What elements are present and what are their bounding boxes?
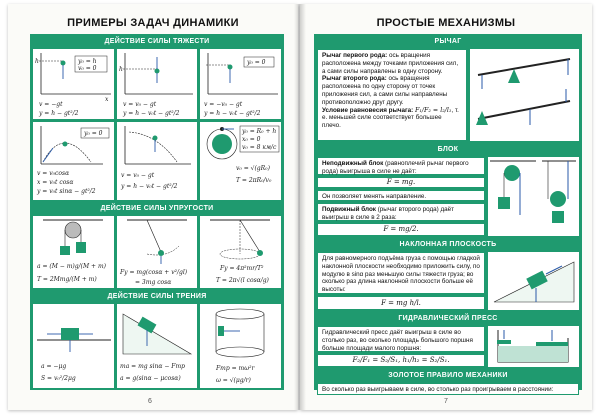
ic-line-1: y₀ = h	[78, 58, 97, 65]
ic-line-1: y₀ = R₀ + h	[242, 128, 277, 135]
formula-line: v = −gt	[39, 101, 63, 108]
ic-line-1: y₀ = 0	[84, 130, 103, 137]
initial-condition-box	[244, 57, 274, 67]
formula-line: a = (M − m)g/(M + m)	[37, 263, 106, 270]
svg-text:h: h	[119, 66, 123, 73]
elasticity-example-conical	[200, 216, 281, 288]
formula-line: y = h − v₀t − gt²/2	[123, 110, 180, 117]
pendulum-diagram	[117, 216, 197, 288]
svg-text:x: x	[105, 96, 109, 103]
braking-diagram	[33, 304, 114, 388]
formula-line: v = v₀cosα	[37, 170, 70, 177]
elasticity-example-atwood	[33, 216, 114, 288]
formula-line: Fy = 4π²mr/T²	[220, 265, 264, 272]
formula-line: ma = mg sinα − Fтр	[120, 363, 185, 370]
formula-line: x = v₀t cosα	[37, 179, 74, 186]
right-page-title: ПРОСТЫЕ МЕХАНИЗМЫ	[376, 17, 516, 29]
initial-condition-box	[240, 126, 279, 152]
pulley-diagram	[488, 157, 579, 236]
fixed-block-term: Неподвижный блок	[322, 160, 384, 167]
book-gutter	[294, 4, 306, 410]
press-formula: F₂/F₁ = S₂/S₁, h₁/h₂ = S₂/S₁.	[317, 354, 485, 367]
formula-line: Fтр = mω²r	[216, 365, 255, 372]
atwood-diagram	[33, 216, 114, 288]
movable-block-term: Подвижный блок	[322, 206, 376, 213]
lever-balance-term: Условие равновесия рычага:	[322, 106, 414, 114]
ic-line-2: v₀ = 0	[78, 65, 97, 72]
section-golden-rule-heading: ЗОЛОТОЕ ПРАВИЛО МЕХАНИКИ	[388, 372, 508, 379]
friction-example-rotation	[200, 304, 281, 388]
movable-block-description	[317, 203, 485, 221]
formula-line: Fy = mg(cosα + v²/gl)	[120, 269, 188, 276]
incline-description: Для равномерного подъёма груза с помощью гладкой наклонной плоскости необходимо приложить силу, по модулю в sinα раз меньшую силы тяжести груза; во сколько раз длина наклонной плоскости больше её высоты:	[317, 252, 485, 294]
formula-line: ω = √(μg/r)	[216, 377, 251, 384]
formula-line: y = h − v₀t − gt²/2	[121, 183, 178, 190]
fixed-block-description	[317, 157, 485, 175]
left-page	[8, 4, 298, 410]
ic-line-2: x₀ = 0	[242, 136, 261, 143]
formula-line: = 3mg cosα	[135, 279, 172, 286]
projectile-diagram	[33, 122, 114, 200]
free-fall-diagram	[33, 49, 114, 119]
incline-formula: F = mg h/l.	[317, 296, 485, 310]
section-block-heading: БЛОК	[437, 146, 459, 153]
cliff-diagram	[117, 122, 197, 200]
svg-text:h: h	[35, 58, 39, 65]
initial-condition-box	[81, 128, 109, 138]
gravity-example-cliff	[117, 122, 197, 200]
formula-line: T = 2Mmg/(M + m)	[37, 276, 97, 283]
formula-line: T = 2πR₀/v₀	[236, 177, 272, 184]
section-gravity-heading: ДЕЙСТВИЕ СИЛЫ ТЯЖЕСТИ	[104, 38, 210, 45]
press-illustration	[488, 326, 579, 367]
rotating-cylinder-diagram	[200, 304, 281, 388]
incline-illustration	[488, 252, 579, 310]
section-friction-heading: ДЕЙСТВИЕ СИЛЫ ТРЕНИЯ	[107, 293, 207, 300]
formula-line: T = 2π√(l cosα/g)	[216, 277, 269, 284]
section-elasticity-heading: ДЕЙСТВИЕ СИЛЫ УПРУГОСТИ	[100, 205, 214, 212]
friction-example-braking	[33, 304, 114, 388]
section-incline-heading: НАКЛОННАЯ ПЛОСКОСТЬ	[399, 241, 497, 248]
gravity-example-free-fall	[33, 49, 114, 119]
formula-line: y = h − v₀t − gt²/2	[204, 110, 261, 117]
elasticity-example-pendulum	[117, 216, 197, 288]
fixed-block-formula: F = mg.	[317, 177, 485, 188]
orbit-diagram	[200, 122, 281, 200]
book-spread	[8, 4, 592, 412]
friction-example-incline	[117, 304, 197, 388]
fixed-block-note: Он позволяет менять направление.	[317, 190, 485, 201]
ic-line-3: v₀ = 8 км/с	[242, 144, 277, 151]
left-page-title: ПРИМЕРЫ ЗАДАЧ ДИНАМИКИ	[67, 17, 239, 29]
press-description: Гидравлический пресс даёт выигрыш в силе во столько раз, во сколько площадь большого поршня больше площади малого поршня:	[317, 326, 485, 352]
formula-line: v₀ = √(gR₀)	[236, 165, 270, 172]
formula-line: a = g(sinα − μcosα)	[120, 375, 181, 382]
block-illustration	[488, 157, 579, 236]
lever-illustration	[470, 49, 579, 141]
section-lever-heading: РЫЧАГ	[434, 38, 462, 45]
formula-line: y = h − gt²/2	[39, 110, 79, 117]
lever-balance-formula: F₁/F₂ = l₂/l₁	[415, 106, 452, 114]
formula-line: y = v₀t sinα − gt²/2	[37, 188, 96, 195]
gravity-example-projectile	[33, 122, 114, 200]
mechanisms-panel	[314, 34, 582, 390]
dynamics-panel	[30, 34, 284, 390]
lever-balance-text: , т. е. меньшей силе соответствует большее плечо.	[322, 106, 459, 130]
formula-line: v = v₀ − gt	[123, 101, 157, 108]
left-page-number: 6	[148, 398, 152, 405]
lever-description	[317, 49, 467, 141]
inclined-plane-diagram	[488, 252, 579, 310]
throw-up-diagram	[117, 49, 197, 119]
throw-down-diagram	[200, 49, 281, 119]
right-page-number: 7	[444, 398, 448, 405]
right-page	[300, 4, 592, 410]
lever-diagram	[470, 49, 579, 141]
lever-second-kind-term: Рычаг второго рода:	[322, 75, 387, 83]
gravity-example-throw-up	[117, 49, 197, 119]
movable-block-formula: F = mg/2.	[317, 223, 485, 236]
ic-line-1: y₀ = 0	[247, 59, 266, 66]
gravity-example-orbit	[200, 122, 281, 200]
formula-line: v = v₀ − gt	[121, 172, 155, 179]
conical-pendulum-diagram	[200, 216, 281, 288]
lever-second-kind-text: ось вращения расположена по одну сторону от точек приложения сил, а сами силы направлены противоположно друг другу.	[322, 75, 448, 106]
section-press-heading: ГИДРАВЛИЧЕСКИЙ ПРЕСС	[398, 315, 498, 322]
hydraulic-press-diagram	[488, 326, 579, 367]
incline-friction-diagram	[117, 304, 197, 388]
formula-line: v = −v₀ − gt	[204, 101, 243, 108]
formula-line: a = −μg	[41, 363, 67, 370]
fixed-block-text: (равноплечий рычаг первого рода) выигрыша в силе не даёт:	[322, 160, 469, 175]
initial-condition-box	[75, 56, 107, 72]
lever-first-kind-term: Рычаг первого рода:	[322, 52, 388, 59]
movable-block-text: (рычаг второго рода) даёт выигрыш в силе в 2 раза:	[322, 206, 455, 221]
formula-line: S = v₀²/2μg	[41, 375, 76, 382]
gravity-example-throw-down	[200, 49, 281, 119]
lever-first-kind-text: ось вращения расположена между точками приложения сил, а сами силы направлены в одну сторону.	[322, 52, 459, 75]
golden-rule-description: Во сколько раз выигрываем в силе, во столько раз проигрываем в расстоянии:	[317, 383, 579, 395]
